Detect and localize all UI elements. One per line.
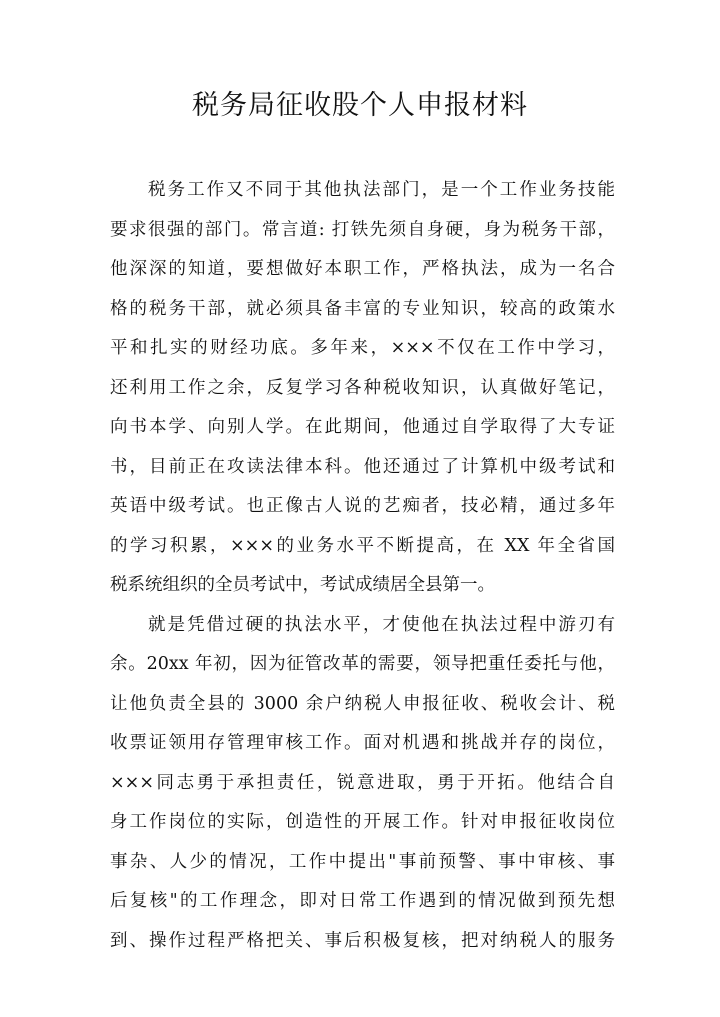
paragraph-1-line-1: 税务工作又不同于其他执法部门，是一个工作业务技能 [148,180,615,200]
paragraph-1-line-10: 的学习积累，×××的业务水平不断提高，在 XX 年全省国 [110,535,615,556]
paragraph-2-line-4: 收票证领用存管理审核工作。面对机遇和挑战并存的岗位， [110,733,615,753]
paragraph-1-line-5: 平和扎实的财经功底。多年来，×××不仅在工作中学习， [110,338,615,358]
paragraph-2-line-1: 就是凭借过硬的执法水平，才使他在执法过程中游刃有 [148,614,615,635]
paragraph-2-line-5: ×××同志勇于承担责任，锐意进取，勇于开拓。他结合自 [110,772,615,793]
paragraph-1-line-9: 英语中级考试。也正像古人说的艺痴者，技必精，通过多年 [110,496,615,516]
paragraph-1-line-4: 格的税务干部，就必须具备丰富的专业知识，较高的政策水 [110,298,615,319]
paragraph-2-line-2: 余。20xx 年初，因为征管改革的需要，领导把重任委托与他， [110,654,615,674]
paragraph-2-line-8: 后复核"的工作理念，即对日常工作遇到的情况做到预先想 [110,891,615,911]
paragraph-1-line-7: 向书本学、向别人学。在此期间，他通过自学取得了大专证 [110,417,615,437]
paragraph-2-line-7: 事杂、人少的情况，工作中提出"事前预警、事中审核、事 [110,851,615,872]
paragraph-2-line-3: 让他负责全县的 3000 余户纳税人申报征收、税收会计、税 [110,693,615,714]
paragraph-1-line-8: 书，目前正在攻读法律本科。他还通过了计算机中级考试和 [110,456,615,477]
paragraph-1-line-11: 税系统组织的全员考试中，考试成绩居全县第一。 [110,575,495,595]
paragraph-2-line-6: 身工作岗位的实际，创造性的开展工作。针对申报征收岗位 [110,812,615,832]
document-body [110,171,615,961]
document-title: 税务局征收股个人申报材料 [192,90,528,121]
paragraph-1-line-2: 要求很强的部门。常言道: 打铁先须自身硬，身为税务干部， [110,219,615,240]
paragraph-2-line-9: 到、操作过程严格把关、事后积极复核，把对纳税人的服务 [110,930,615,951]
paragraph-1-line-6: 还利用工作之余，反复学习各种税收知识，认真做好笔记， [110,377,615,398]
paragraph-1-line-3: 他深深的知道，要想做好本职工作，严格执法，成为一名合 [110,259,615,279]
